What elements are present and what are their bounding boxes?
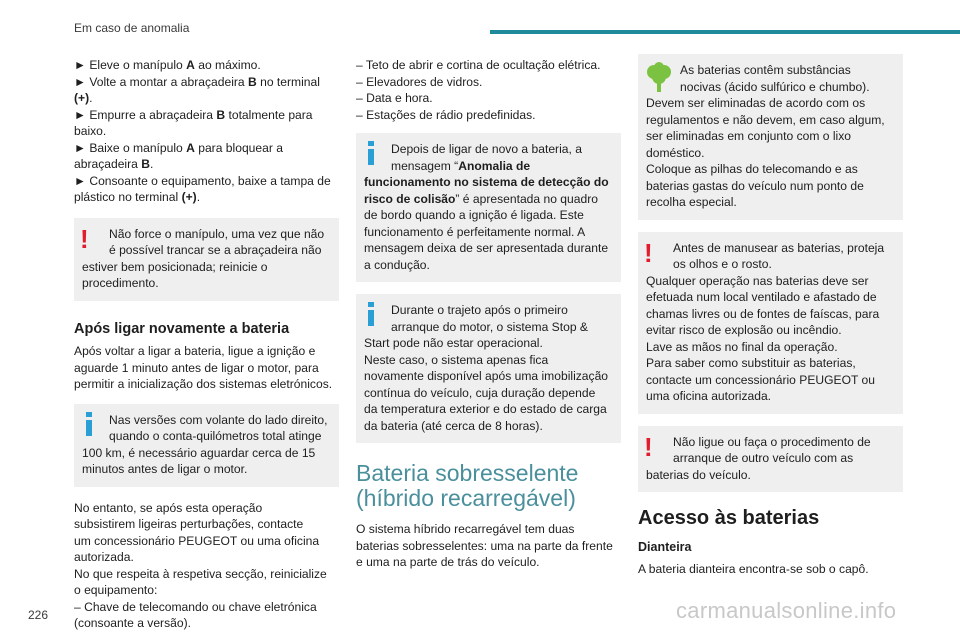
text-line: autorizada. — [74, 550, 134, 564]
note-line: contínua do veículo, cuja duração depende — [364, 385, 596, 400]
note-line: Qualquer operação nas baterias deve ser — [646, 273, 869, 288]
text-line: A bateria dianteira encontra-se sob o capô. — [638, 562, 869, 576]
title-line: (híbrido recarregável) — [356, 485, 576, 511]
text-line: No entanto, se após esta operação — [74, 500, 263, 515]
warning-exclamation-icon: ! — [80, 223, 89, 254]
step-line: plástico no terminal (+). — [74, 190, 201, 204]
note-line: recolha especial. — [646, 195, 737, 209]
header-accent-bar — [490, 30, 960, 34]
note-line: ser eliminadas em conjunto com o lixo — [646, 129, 852, 143]
text-line: e uma na parte de trás do veículo. — [356, 555, 540, 569]
watermark: carmanualsonline.info — [676, 598, 897, 623]
text-line: aguarde 1 minuto antes de ligar o motor, para — [74, 360, 319, 375]
text-line: Após voltar a ligar a bateria, ligue a ignição e — [74, 344, 316, 358]
warning-note-manipulo — [74, 218, 339, 301]
list-item: – Teto de abrir e cortina de ocultação elétrica. — [356, 58, 601, 72]
note-line: Start pode não estar operacional. — [364, 336, 543, 350]
paragraph — [74, 343, 339, 393]
note-line: de bordo quando a ignição é ligada. Este — [364, 208, 584, 222]
note-line: Neste caso, o sistema apenas fica — [364, 352, 549, 367]
text-line: – Chave de telecomando ou chave eletrónica — [74, 599, 317, 614]
note-line: mensagem “Anomalia de — [391, 158, 531, 173]
note-line: ! Antes de manusear as baterias, proteja — [644, 237, 885, 268]
text-line: o equipamento: — [74, 583, 158, 597]
note-line: 100 km, é necessário aguardar cerca de 15 — [82, 445, 316, 460]
note-line: estiver bem posicionada; reinicie o — [82, 259, 268, 274]
warning-note-handling — [638, 232, 903, 414]
note-line: uma oficina autorizada. — [646, 389, 772, 403]
step-line: ► Eleve o manípulo A ao máximo. — [74, 58, 261, 72]
note-line: os olhos e o rosto. — [673, 257, 772, 271]
text-line: (consoante a versão). — [74, 616, 191, 630]
note-line: novamente disponível após uma imobilização — [364, 369, 609, 383]
note-line: regulamentos e não devem, em caso algum, — [646, 112, 885, 127]
step-line: ► Baixe o manípulo A para bloquear a — [74, 140, 283, 155]
note-line: funcionamento é perfeitamente normal. A — [364, 224, 586, 239]
note-line: funcionamento no sistema de detecção do — [364, 175, 609, 189]
warning-exclamation-icon: ! — [644, 237, 653, 268]
subheading: Dianteira — [638, 539, 692, 554]
note-line: evitar risco de explosão ou incêndio. — [646, 323, 842, 337]
column-2 — [356, 57, 621, 571]
step-line: ► Empurre a abraçadeira B totalmente para — [74, 107, 313, 122]
note-line: procedimento. — [82, 276, 159, 290]
note-line: risco de colisão” é apresentada no quadro — [364, 191, 598, 206]
note-line: é possível trancar se a abraçadeira não — [109, 243, 322, 257]
note-line: Durante o trajeto após o primeiro — [364, 302, 613, 319]
note-line: Para saber como substituir as baterias, — [646, 356, 856, 370]
note-line: ! Não force o manípulo, uma vez que não — [80, 223, 325, 254]
note-line: Devem ser eliminadas de acordo com os — [646, 96, 866, 110]
note-line: Lave as mãos no final da operação. — [646, 339, 838, 354]
note-line: Coloque as pilhas do telecomando e as — [646, 162, 858, 176]
note-line: arranque de outro veículo com as — [673, 451, 854, 465]
note-line: da temperatura exterior e do estado de carga — [364, 402, 607, 416]
list-item: – Elevadores de vidros. — [356, 74, 483, 89]
list-item: – Estações de rádio predefinidas. — [356, 107, 536, 122]
section-heading: Acesso às baterias — [638, 507, 820, 529]
note-line: quando o conta-quilómetros total atinge — [109, 429, 322, 443]
note-line: arranque do motor, o sistema Stop & — [391, 319, 588, 334]
text-line: permitir a inicialização dos sistemas eletrónicos. — [74, 377, 333, 391]
note-line: a condução. — [364, 257, 430, 272]
text-line: O sistema híbrido recarregável tem duas — [356, 522, 575, 536]
note-line: baterias do veículo. — [646, 467, 751, 482]
note-line: minutos antes de ligar o motor. — [82, 462, 248, 476]
note-line: As baterias contêm substâncias — [646, 62, 895, 79]
step-line: baixo. — [74, 124, 107, 138]
note-line: mensagem deixa de ser apresentada durante — [364, 241, 609, 255]
warning-note-jumpstart — [638, 426, 903, 493]
info-note-volante — [74, 404, 339, 487]
page-header-title: Em caso de anomalia — [74, 21, 190, 35]
note-line: contacte um concessionário PEUGEOT ou — [646, 372, 875, 387]
note-line: nocivas (ácido sulfúrico e chumbo). — [680, 79, 870, 94]
paragraph — [74, 500, 339, 632]
text-line: um concessionário PEUGEOT ou uma oficina — [74, 533, 320, 548]
note-line: Nas versões com volante do lado direito, — [82, 412, 331, 429]
list-item: – Data e hora. — [356, 91, 433, 105]
note-line: doméstico. — [646, 145, 705, 160]
text-line: baterias sobresselentes: uma na parte da frente — [356, 538, 613, 553]
step-line: ► Volte a montar a abraçadeira B no terminal — [74, 74, 320, 89]
section-title: Após ligar novamente a bateria — [74, 320, 290, 337]
step-line: abraçadeira B. — [74, 157, 154, 171]
text-line: subsistirem ligeiras perturbações, contacte — [74, 517, 304, 531]
column-3 — [638, 57, 903, 578]
text-line: No que respeita à respetiva secção, reinicialize — [74, 566, 327, 581]
note-line: chamas livres ou de fontes de faíscas, para — [646, 306, 880, 321]
title-line: Bateria sobresselente — [356, 460, 579, 486]
column-1 — [74, 57, 339, 632]
reset-list — [356, 57, 621, 123]
step-line: (+). — [74, 91, 93, 105]
note-line: Depois de ligar de novo a bateria, a — [364, 141, 613, 158]
step-line: ► Consoante o equipamento, baixe a tampa de — [74, 173, 331, 188]
note-line: baterias gastas do veículo num ponto de — [646, 178, 864, 193]
note-line: ! Não ligue ou faça o procedimento de — [644, 431, 871, 462]
page-number: 226 — [28, 608, 49, 622]
environment-note — [638, 54, 903, 220]
section-big-title — [356, 461, 621, 511]
warning-exclamation-icon: ! — [644, 431, 653, 462]
paragraph — [356, 521, 621, 571]
steps-list — [74, 57, 339, 206]
note-line: efetuada num local ventilado e afastado de — [646, 290, 877, 304]
note-line: da bateria (até cerca de 8 horas). — [364, 418, 543, 433]
info-note-stop-start — [356, 294, 621, 443]
info-note-collision — [356, 133, 621, 282]
